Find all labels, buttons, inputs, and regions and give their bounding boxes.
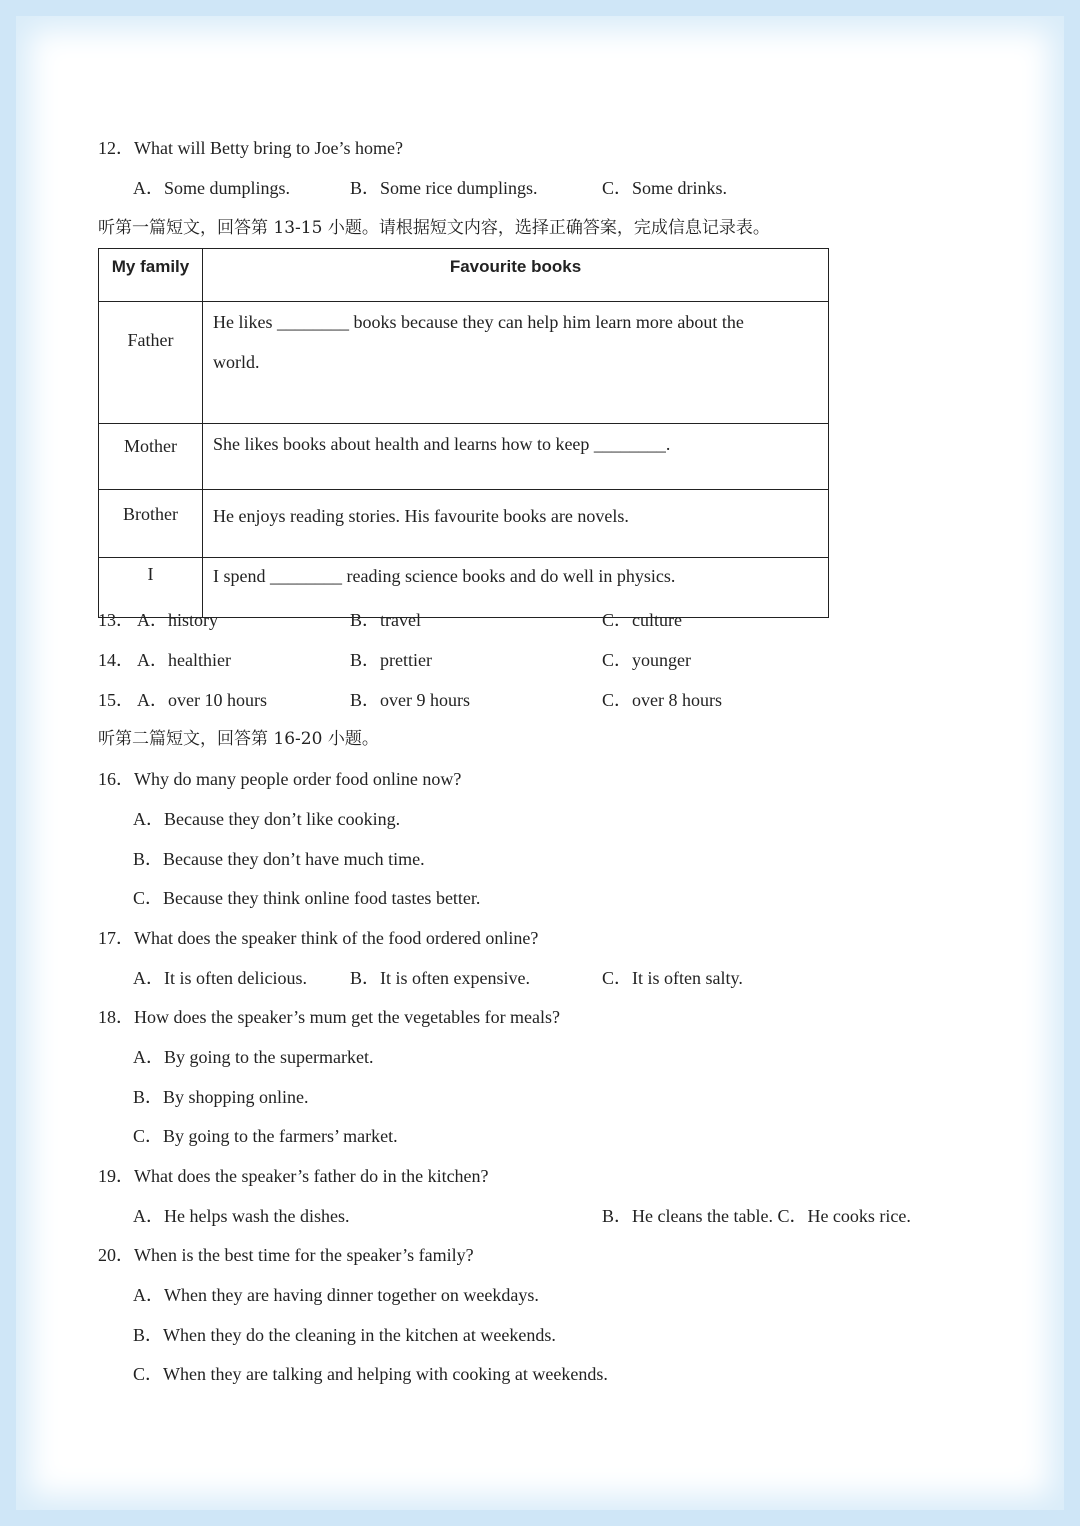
q16-option-a: A．Because they don’t like cooking. [133, 809, 401, 829]
row-desc-i: I spend ________ reading science books and do well in physics. [203, 558, 829, 618]
q18-option-b: B．By shopping online. [133, 1087, 309, 1107]
q17-option-a: A．It is often delicious. [133, 968, 307, 988]
q15-option-c: C．over 8 hours [602, 690, 722, 710]
q20-stem: 20．When is the best time for the speaker’s family? [98, 1245, 474, 1265]
q14-option-b: B．prettier [350, 650, 432, 670]
q17-option-c: C．It is often salty. [602, 968, 743, 988]
q20-option-a: A．When they are having dinner together on weekdays. [133, 1285, 539, 1305]
row-label-father: Father [99, 302, 203, 424]
section1-instruction: 听第一篇短文，回答第 13-15 小题。请根据短文内容，选择正确答案，完成信息记录表。 [98, 218, 770, 238]
header-my-family: My family [99, 249, 203, 302]
q16-stem: 16．Why do many people order food online now? [98, 769, 462, 789]
q17-option-b: B．It is often expensive. [350, 968, 530, 988]
q13-option-b: B．travel [350, 610, 421, 630]
q12-stem: 12．What will Betty bring to Joe’s home? [98, 138, 403, 158]
q15-option-a: A．over 10 hours [137, 690, 267, 710]
q19-stem: 19．What does the speaker’s father do in the kitchen? [98, 1166, 489, 1186]
q13-number: 13． [98, 610, 134, 630]
q14-option-a: A．healthier [137, 650, 231, 670]
q19-option-bc: B．He cleans the table. C．He cooks rice. [602, 1206, 911, 1226]
row-desc-father-line1: He likes ________ books because they can help him learn more about the [213, 312, 744, 332]
q16-option-c: C．Because they think online food tastes better. [133, 888, 481, 908]
q18-option-a: A．By going to the supermarket. [133, 1047, 374, 1067]
q12-option-b: B．Some rice dumplings. [350, 178, 538, 198]
q18-option-c: C．By going to the farmers’ market. [133, 1126, 398, 1146]
q20-option-b: B．When they do the cleaning in the kitchen at weekends. [133, 1325, 556, 1345]
q16-option-b: B．Because they don’t have much time. [133, 849, 425, 869]
row-desc-father-line2: world. [213, 352, 260, 372]
q18-stem: 18．How does the speaker’s mum get the vegetables for meals? [98, 1007, 561, 1027]
table-row [99, 490, 829, 558]
row-desc-brother: He enjoys reading stories. His favourite books are novels. [203, 490, 829, 558]
row-desc-mother: She likes books about health and learns how to keep ________. [203, 424, 829, 490]
section2-instruction: 听第二篇短文，回答第 16-20 小题。 [98, 729, 379, 749]
q15-number: 15． [98, 690, 134, 710]
q15-option-b: B．over 9 hours [350, 690, 470, 710]
q17-stem: 17．What does the speaker think of the food ordered online? [98, 928, 539, 948]
q13-option-a: A．history [137, 610, 218, 630]
row-label-i: I [99, 558, 203, 618]
family-books-table [98, 248, 829, 618]
q12-option-a: A．Some dumplings. [133, 178, 291, 198]
table-header-row [99, 249, 829, 302]
q14-number: 14． [98, 650, 134, 670]
row-label-mother: Mother [99, 424, 203, 490]
header-favourite-books: Favourite books [203, 249, 829, 302]
table-row [99, 302, 829, 424]
q12-option-c: C．Some drinks. [602, 178, 728, 198]
row-label-brother: Brother [99, 490, 203, 558]
table-row [99, 424, 829, 490]
q13-option-c: C．culture [602, 610, 682, 630]
q19-option-a: A．He helps wash the dishes. [133, 1206, 350, 1226]
q20-option-c: C．When they are talking and helping with cooking at weekends. [133, 1364, 608, 1384]
row-desc-father [203, 302, 829, 424]
q14-option-c: C．younger [602, 650, 691, 670]
